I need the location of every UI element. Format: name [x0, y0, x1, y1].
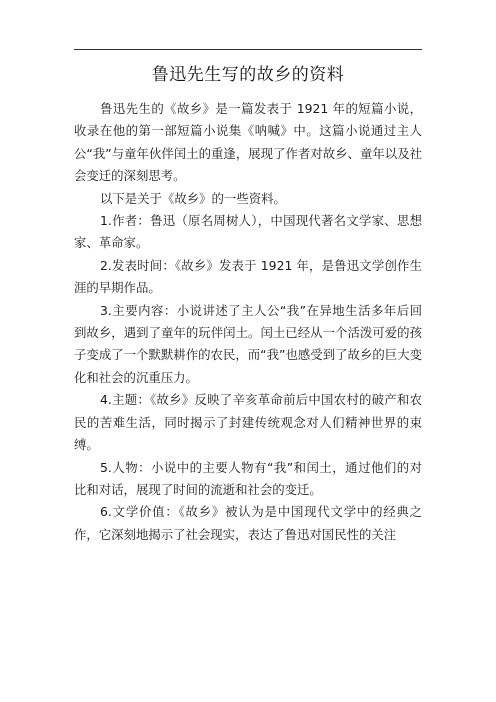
header-rule [74, 49, 422, 50]
paragraph-literary-value: 6.文学价值：《故乡》被认为是中国现代文学中的经典之作，它深刻地揭示了社会现实，表达了鲁迅对国民性的关注 [74, 504, 422, 542]
paragraph-author: 1.作者：鲁迅（原名周树人），中国现代著名文学家、思想家、革命家。 [74, 213, 422, 251]
document-title: 鲁迅先生写的故乡的资料 [151, 65, 345, 85]
paragraph-theme: 4.主题：《故乡》反映了辛亥革命前后中国农村的破产和农民的苦难生活，同时揭示了封建传统观念对人们精神世界的束缚。 [74, 392, 422, 453]
paragraph-characters: 5.人物：小说中的主要人物有“我”和闰土，通过他们的对比和对话，展现了时间的流逝和社会的变迁。 [74, 459, 422, 497]
paragraph-lead-in: 以下是关于《故乡》的一些资料。 [100, 190, 286, 206]
paragraph-publish-time: 2.发表时间：《故乡》发表于 1921 年，是鲁迅文学创作生涯的早期作品。 [74, 257, 422, 296]
paragraph-intro: 鲁迅先生的《故乡》是一篇发表于 1921 年的短篇小说，收录在他的第一部短篇小说集《呐喊》中。这篇小说通过主人公“我”与童年伙伴闰土的重逢，展现了作者对故乡、童年以及社会变迁的深刻思考。 [74, 101, 422, 184]
document-body [74, 98, 422, 546]
paragraph-main-content: 3.主要内容：小说讲述了主人公“我”在异地生活多年后回到故乡，遇到了童年的玩伴闰土。闰土已经从一个活泼可爱的孩子变成了一个默默耕作的农民，而“我”也感受到了故乡的巨大变化和社会的沉重压力。 [74, 302, 422, 385]
